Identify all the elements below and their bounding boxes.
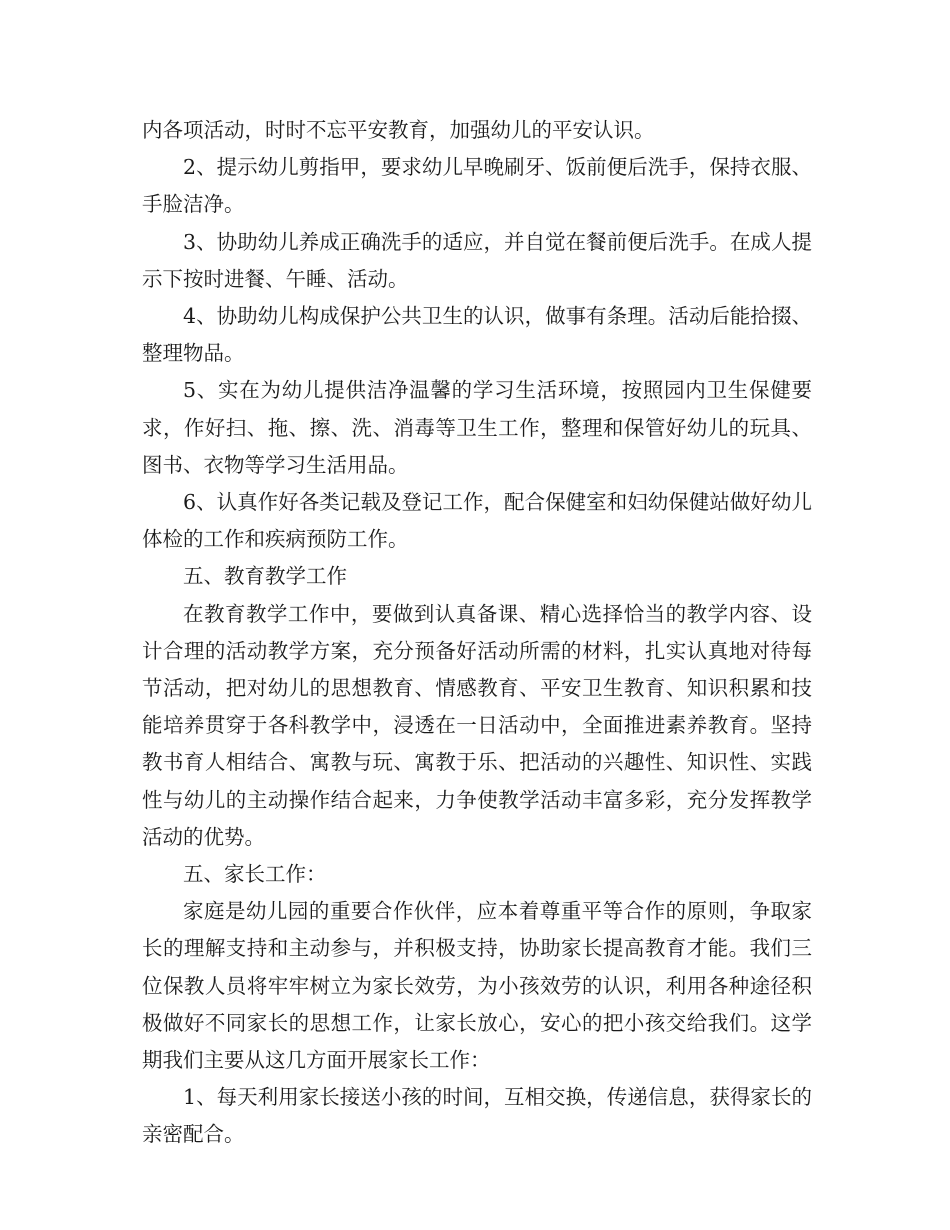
paragraph-hygiene-item-3: 3、协助幼儿养成正确洗手的适应，并自觉在餐前便后洗手。在成人提示下按时进餐、午睡、活动。 — [142, 229, 812, 291]
paragraph-safety-awareness-end: 内各项活动，时时不忘平安教育，加强幼儿的平安认识。 — [142, 118, 655, 142]
paragraph-hygiene-item-4: 4、协助幼儿构成保护公共卫生的认识，做事有条理。活动后能拾掇、整理物品。 — [142, 304, 812, 366]
section-heading-teaching: 五、教育教学工作 — [183, 564, 347, 589]
paragraph-teaching-work: 在教育教学工作中，要做到认真备课、精心选择恰当的教学内容、设计合理的活动教学方案，充分预备好活动所需的材料，扎实认真地对待每节活动，把对幼儿的思想教育、情感教育、平安卫生教育、知识积累和技能培养贯穿于各科教学中，浸透在一日活动中，全面推进素养教育。坚持教书育人相结合、寓教与玩、寓教于乐、把活动的兴趣性、知识性、实践性与幼儿的主动操作结合起来，力争使教学活动丰富多彩，充分发挥教学活动的优势。 — [142, 601, 812, 849]
section-heading-parents: 五、家长工作： — [183, 862, 327, 887]
paragraph-hygiene-item-2: 2、提示幼儿剪指甲，要求幼儿早晚刷牙、饭前便后洗手，保持衣服、手脸洁净。 — [142, 155, 812, 217]
paragraph-hygiene-item-5: 5、实在为幼儿提供洁净温馨的学习生活环境，按照园内卫生保健要求，作好扫、拖、擦、洗、消毒等卫生工作，整理和保管好幼儿的玩具、图书、衣物等学习生活用品。 — [142, 378, 812, 477]
paragraph-hygiene-item-6: 6、认真作好各类记载及登记工作，配合保健室和妇幼保健站做好幼儿体检的工作和疾病预防工作。 — [142, 490, 812, 552]
paragraph-parents-item-1: 1、每天利用家长接送小孩的时间，互相交换，传递信息，获得家长的亲密配合。 — [142, 1085, 812, 1147]
paragraph-parents-work: 家庭是幼儿园的重要合作伙伴，应本着尊重平等合作的原则，争取家长的理解支持和主动参与，并积极支持，协助家长提高教育才能。我们三位保教人员将牢牢树立为家长效劳，为小孩效劳的认识，利用各种途径积极做好不同家长的思想工作，让家长放心，安心的把小孩交给我们。这学期我们主要从这几方面开展家长工作： — [142, 899, 812, 1073]
document-body — [142, 112, 812, 1154]
